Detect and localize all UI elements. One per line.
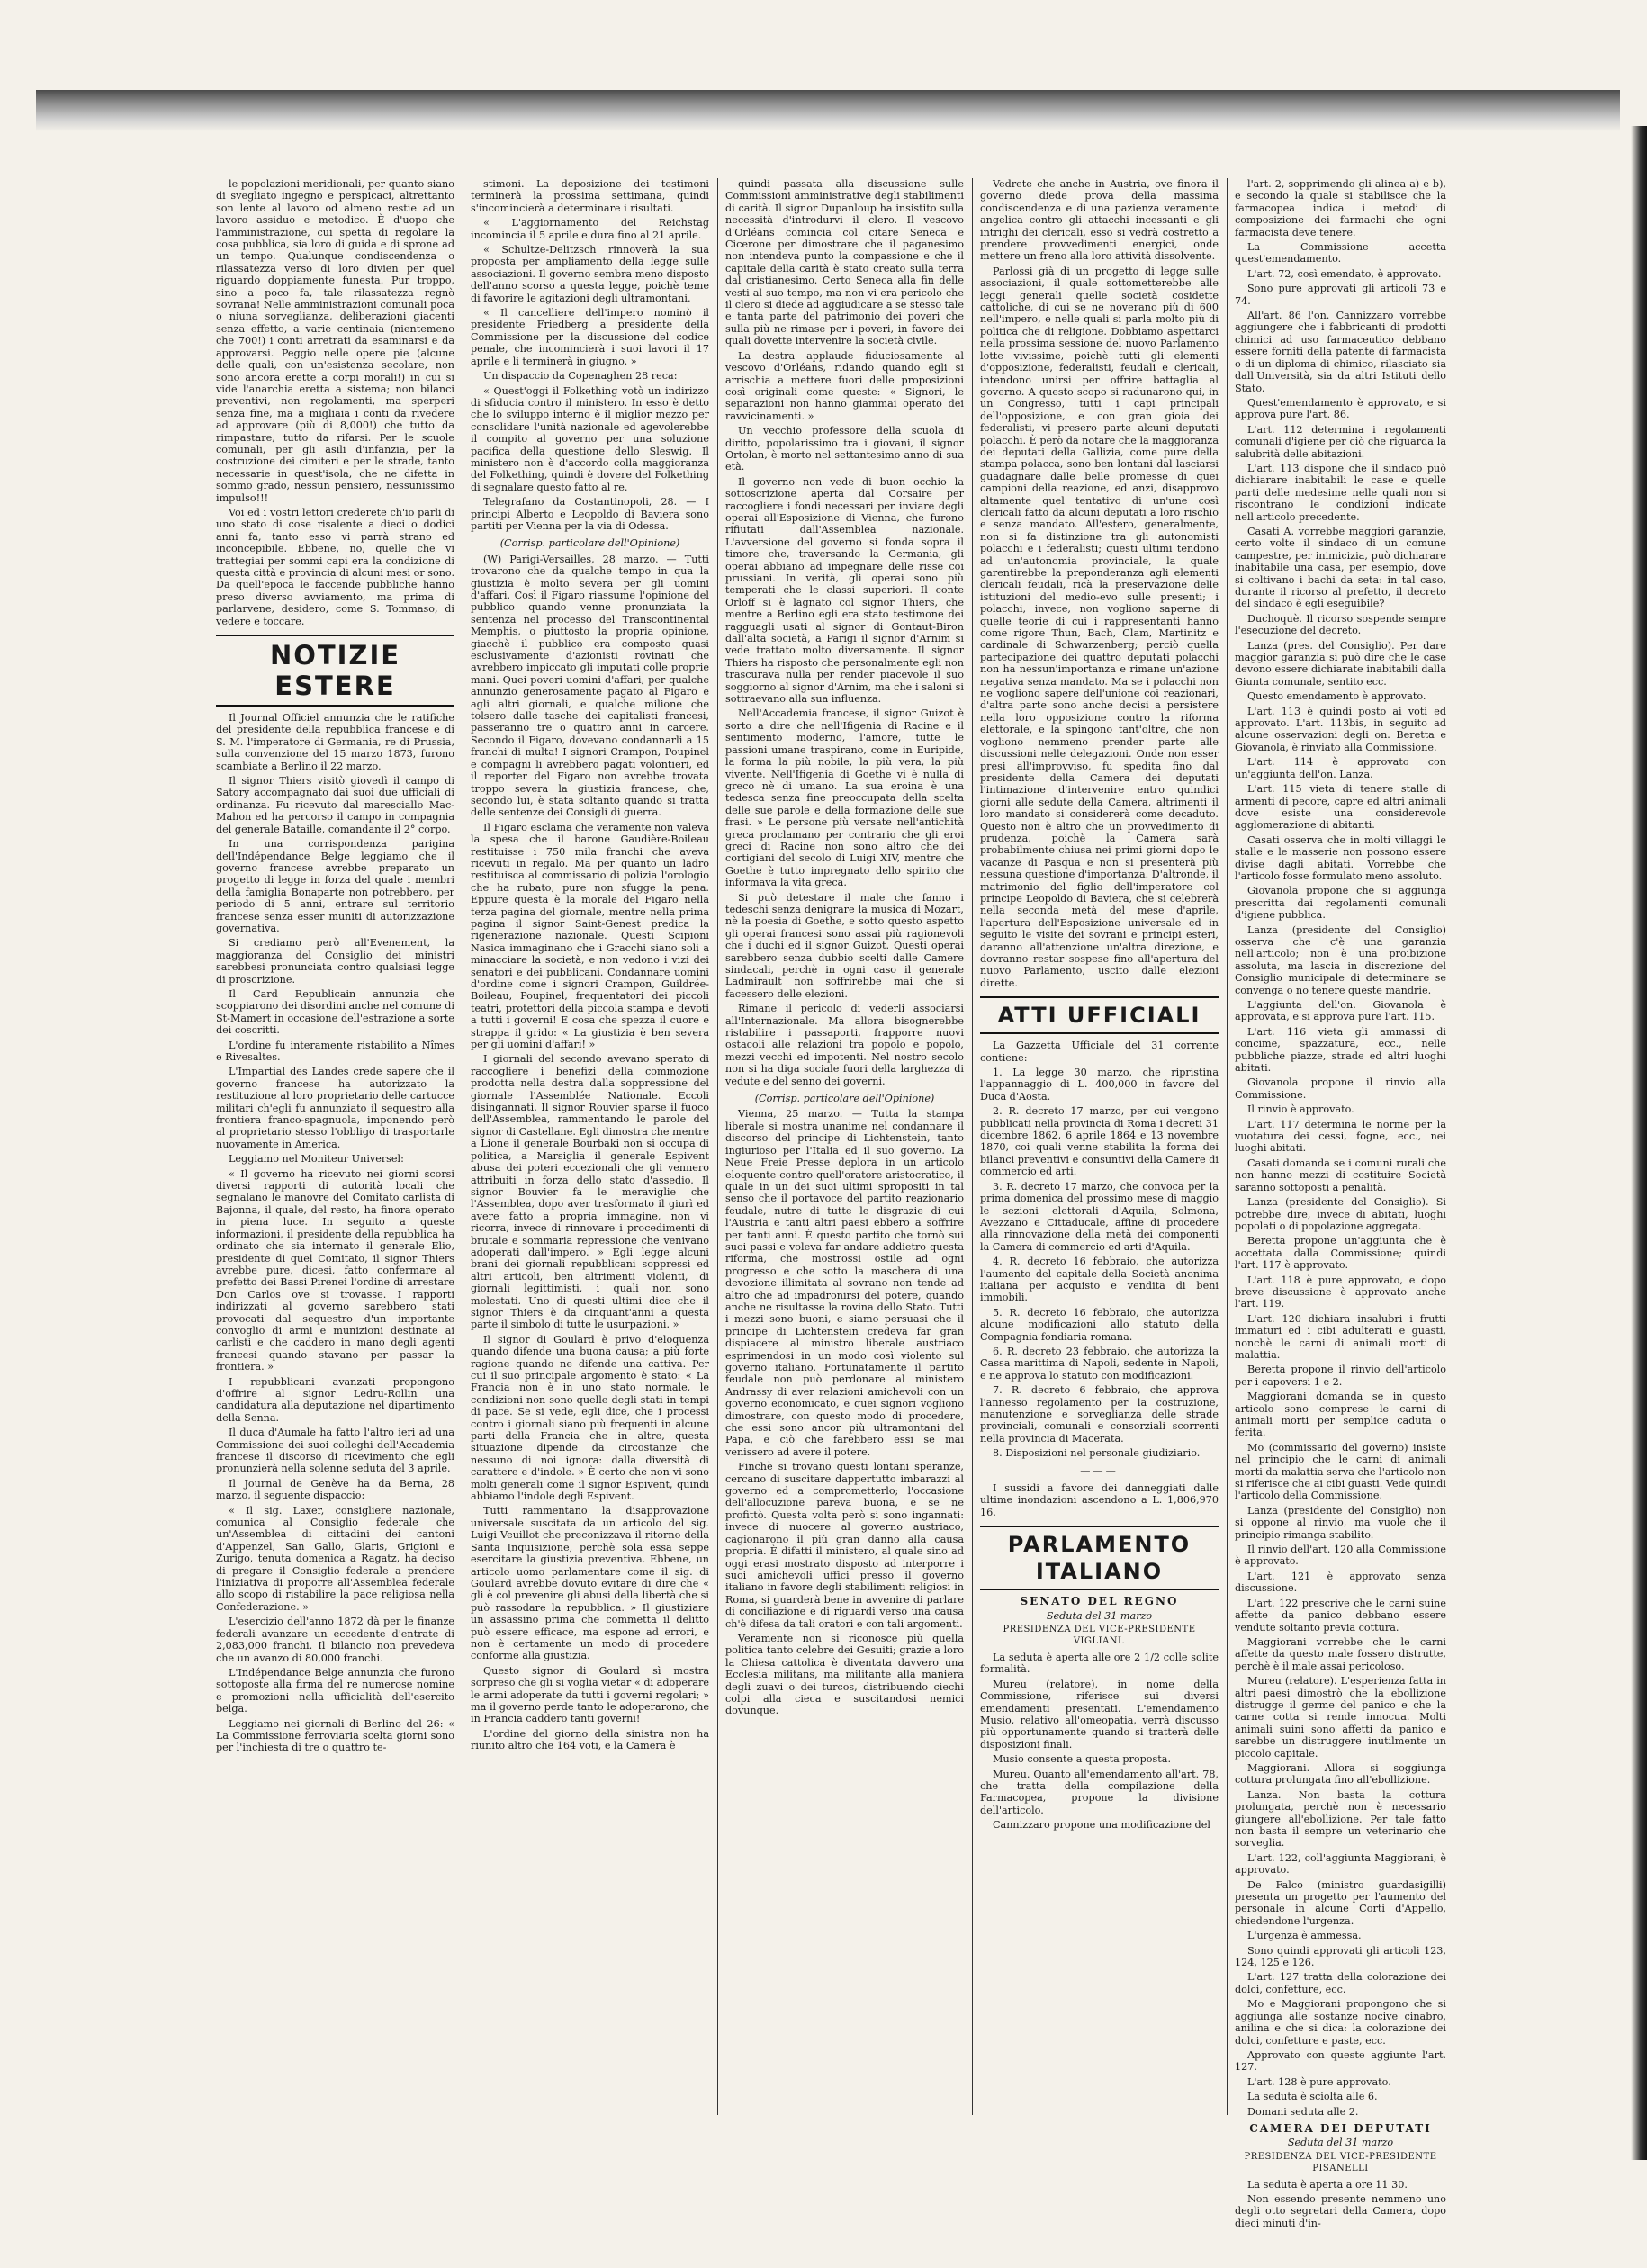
paragraph: La seduta è sciolta alle 6. <box>1247 2091 1378 2103</box>
paragraph: La Commissione accetta quest'emendamento. <box>1235 241 1446 266</box>
paragraph: 7. R. decreto 6 febbraio, che approva l'annesso regolamento per la costruzione, manutenzione e sorveglianza delle strade provinciali, comunali e consorziali scorrenti nella provincia di Macerata. <box>980 1384 1219 1444</box>
correspondent-line: (Corrisp. particolare dell'Opinione) <box>754 1093 935 1105</box>
paragraph: Il Card Republicain annunzia che scoppiarono dei disordini anche nel comune di St-Mamert in occasione dell'estrazione a sorte dei coscritti. <box>216 987 454 1037</box>
paragraph: L'art. 120 dichiara insalubri i frutti immaturi ed i cibi adulterati e guasti, nonchè le carni di animali morti di malattia. <box>1235 1312 1446 1361</box>
paragraph: Il Journal de Genève ha da Berna, 28 marzo, il seguente dispaccio: <box>216 1477 454 1502</box>
correspondent-line: (Corrisp. particolare dell'Opinione) <box>500 537 680 550</box>
presidency-line: PRESIDENZA DEL VICE-PRESIDENTE PISANELLI <box>1244 2151 1437 2174</box>
paragraph: Non essendo presente nemmeno uno degli otto segretari della Camera, dopo dieci minuti d'in- <box>1235 2192 1446 2229</box>
paragraph: Giovanola propone il rinvio alla Commissione. <box>1235 1076 1446 1101</box>
paragraph: Un vecchio professore della scuola di diritto, popolarissimo tra i giovani, il signor Ortolan, è morto nel settantesimo anno di sua età. <box>725 425 964 473</box>
paragraph: Tutti rammentano la disapprovazione universale suscitata da un articolo del sig. Luigi Veuillot che preconizzava il ritorno della Santa Inquisizione, perchè sola essa seppe esercitare la giustizia preventiva. Ebbene, un articolo uomo parlamentare come il sig. di Goulard avrebbe dovuto evitare di dire che « gli è col prevenire gli abusi della libertà che si può rassodare la repubblica. » Il giustiziare un assassino prima che commetta il delitto può essere efficace, ma espone ad errori, e non è certamente un modo di procedere conforme alla giustizia. <box>471 1505 709 1662</box>
paragraph: Il governo non vede di buon occhio la sottoscrizione aperta dal Corsaire per raccogliere i fondi necessari per inviare degli operai all'Esposizione di Vienna, che furono rifiutati dall'Assemblea nazionale. L'avversione del governo si fonda sopra il timore che, traversando la Germania, gli operai abbiano ad impegnare delle risse coi prussiani. In verità, gli operai sono più temperati che le classi superiori. Il conte Orloff si è lagnato col signor Thiers, che mentre a Berlino egli era stato testimone dei ragguagli usati al signor di Gontaut-Biron dall'alta società, a Parigi il signor d'Arnim si vede trattato molto diversamente. Il signor Thiers ha risposto che personalmente egli non trascurava nulla per render piacevole il suo soggiorno al signor d'Arnim, ma che i saloni si sottraevano alla sua influenza. <box>725 475 964 706</box>
separator: ——— <box>1080 1464 1119 1477</box>
paragraph: Un dispaccio da Copenaghen 28 reca: <box>483 370 678 382</box>
column-4 <box>980 178 1219 2115</box>
paragraph: Domani seduta alle 2. <box>1247 2105 1359 2118</box>
paragraph: Il duca d'Aumale ha fatto l'altro ieri ad una Commissione dei suoi colleghi dell'Accademia francese il discorso di ricevimento che egli pronunzierà nella solenne seduta del 3 aprile. <box>216 1426 454 1475</box>
section-title: PARLAMENTO ITALIANO <box>980 1526 1219 1590</box>
column-rule <box>1227 178 1228 2115</box>
paragraph: L'art. 72, così emendato, è approvato. <box>1247 267 1442 280</box>
paragraph: stimoni. La deposizione dei testimoni terminerà la prossima settimana, quindi s'incomincierà a determinare i risultati. <box>471 178 709 214</box>
paragraph: In una corrispondenza parigina dell'Indépendance Belge leggiamo che il governo francese avrebbe preparato un progetto di legge in forza del quale i membri della famiglia Bonaparte non potrebbero, per periodo di 5 anni, entrare sul territorio francese senza esser muniti di autorizzazione governativa. <box>216 838 454 934</box>
paragraph: L'urgenza è ammessa. <box>1247 1930 1362 1942</box>
paragraph: Leggiamo nei giornali di Berlino del 26: « La Commissione ferroviaria scelta giorni sono per l'inchiesta di tre o quattro te- <box>216 1717 454 1754</box>
section-title: NOTIZIE ESTERE <box>216 634 454 706</box>
paragraph: Mureu. Quanto all'emendamento all'art. 78, che tratta della compilazione della Farmacopea, propone la divisione dell'articolo. <box>980 1768 1219 1816</box>
paragraph: L'ordine fu interamente ristabilito a Nîmes e Rivesaltes. <box>216 1039 454 1063</box>
paragraph: La seduta è aperta a ore 11 30. <box>1247 2178 1408 2191</box>
paragraph: L'Impartial des Landes crede sapere che il governo francese ha autorizzato la restituzione al loro proprietario delle cartucce militari ch'egli fu annunziato il sequestro alla frontiera franco-spagnuola, imponendo però al proprietario stesso l'obbligo di trasportarle nuovamente in America. <box>216 1066 454 1150</box>
paragraph: Approvato con queste aggiunte l'art. 127. <box>1235 2048 1446 2074</box>
paragraph: Mureu (relatore). L'esperienza fatta in altri paesi dimostrò che la ebollizione distrugge il germe del panico e che la carne cotta si rende innocua. Molti animali suini sono affetti da panico e sarebbe un distruggere inutilmente un piccolo capitale. <box>1235 1675 1446 1760</box>
paragraph: Sono pure approvati gli articoli 73 e 74. <box>1235 283 1446 307</box>
paragraph: « Il cancelliere dell'impero nominò il presidente Friedberg a presidente della Commissione per la discussione del codice penale, che incomincierà i suoi lavori il 17 aprile e li terminerà in giugno. » <box>471 307 709 367</box>
paragraph: Il signor di Goulard è privo d'eloquenza quando difende una buona causa; a più forte ragione quando ne difende una cattiva. Per cui il suo principale argomento è stato: « La Francia non è in uno stato normale, le condizioni non sono quelle degli stati in tempi di pace. Se si vede, egli dice, che i processi contro i giornali siano più frequenti in alcune parti della Francia che in altre, questa situazione dipende da circostanze che nessuno di noi ignora: dalla diversità di carattere e d'indole. » È certo che non vi sono molti generali come il signor Espivent, quindi abbiamo l'indole degli Espivent. <box>471 1333 709 1503</box>
paragraph: Maggiorani. Allora si soggiunga cottura prolungata fino all'ebollizione. <box>1235 1761 1446 1786</box>
paragraph: 5. R. decreto 16 febbraio, che autorizza alcune modificazioni allo statuto della Compagnia fondiaria romana. <box>980 1306 1219 1343</box>
paragraph: Leggiamo nel Moniteur Universel: <box>229 1153 404 1166</box>
paragraph: « Il sig. Laxer, consigliere nazionale, comunica al Consiglio federale che un'Assemblea di cittadini dei cantoni d'Appenzel, San Gallo, Glaris, Grigioni e Zurigo, tenuta domenica a Ragatz, ha deciso di pregare il Consiglio federale a prendere l'iniziativa di proporre all'Assemblea federale allo scopo di ristabilire la pace religiosa nella Confederazione. » <box>216 1504 454 1613</box>
paragraph: Vedrete che anche in Austria, ove finora il governo diede prova della massima condiscendenza e di una pazienza veramente angelica contro gli attacchi incessanti e gli intrighi dei clericali, esso si vedrà costretto a prendere provvedimenti energici, onde mettere un freno alla loro attività dissolvente. <box>980 178 1219 263</box>
paragraph: L'art. 122, coll'aggiunta Maggiorani, è approvato. <box>1235 1851 1446 1876</box>
column-3 <box>725 178 964 2115</box>
newspaper-page <box>216 178 1446 2229</box>
paragraph: Casati A. vorrebbe maggiori garanzie, certo volte il sindaco di un comune campestre, per inimicizia, può dichiarare inabitabile una casa, per esempio, dove si coltivano i bachi da seta: in tal caso, durante il ricorso al prefetto, il decreto del sindaco è egli eseguibile? <box>1235 525 1446 610</box>
chamber-heading: SENATO DEL REGNO <box>1020 1595 1179 1608</box>
paragraph: 1. La legge 30 marzo, che ripristina l'appannaggio di L. 400,000 in favore del Duca d'Aosta. <box>980 1066 1219 1102</box>
paragraph: 8. Disposizioni nel personale giudiziario. <box>993 1447 1201 1460</box>
paragraph: Mo e Maggiorani propongono che si aggiunga alle sostanze nocive cinabro, anilina e che si dica: la colorazione dei dolci, confetture e paste, ecc. <box>1235 1998 1446 2047</box>
paragraph: « Quest'oggi il Folkething votò un indirizzo di sfiducia contro il ministero. In esso è detto che lo sviluppo interno è il miglior mezzo per consolidare l'unità nazionale ed agevolerebbe il compito al governo per una soluzione pacifica della questione dello Sleswig. Il ministero non è d'accordo colla maggioranza del Folkething, quindi è dovere del Folkething di segnalare questo fatto al re. <box>471 384 709 493</box>
column-5 <box>1235 178 1446 2229</box>
paragraph: « L'aggiornamento del Reichstag incomincia il 5 aprile e dura fino al 21 aprile. <box>471 217 709 241</box>
paragraph: Veramente non si riconosce più quella politica tanto celebre dei Gesuiti; grazie a loro la Chiesa cattolica è diventata davvero una Ecclesia militans, ma militante alla maniera degli zuavi o dei turcos, distribuendo ciechi colpi alla cieca e suscitandosi nemici dovunque. <box>725 1632 964 1717</box>
session-date: Seduta del 31 marzo <box>1287 2137 1394 2149</box>
paragraph: Voi ed i vostri lettori crederete ch'io parli di uno stato di cose risalente a dieci o dodici anni fa, tanto esso vi parrà strano ed inconcepibile. Ebbene, no, quelle che vi trattegiai per sommi capi era la condizione di questa città e provincia di alcuni mesi or sono. Da quell'epoca le faccende pubbliche hanno preso diverso avviamento, ma prima di parlarvene, desidero, come S. Tommaso, di vedere e toccare. <box>216 506 454 627</box>
chamber-heading: CAMERA DEI DEPUTATI <box>1249 2121 1432 2135</box>
paragraph: l'art. 2, sopprimendo gli alinea a) e b), e secondo la quale si stabilisce che la farmacopea indica i metodi di composizione dei farmachi che ogni farmacista deve tenere. <box>1235 178 1446 238</box>
paragraph: Sono quindi approvati gli articoli 123, 124, 125 e 126. <box>1235 1944 1446 1969</box>
paragraph: La destra applaude fiduciosamente al vescovo d'Orléans, ridando quando egli si arrischia a mettere fuori delle proposizioni così originali come queste: « Signori, le separazioni non hanno giammai operato dei ravvicinamenti. » <box>725 349 964 422</box>
paragraph: Il rinvio dell'art. 120 alla Commissione è approvato. <box>1235 1544 1446 1568</box>
paragraph: I repubblicani avanzati propongono d'offrire al signor Ledru-Rollin una candidatura alla deputazione nel dipartimento della Senna. <box>216 1375 454 1424</box>
paragraph: L'art. 113 dispone che il sindaco può dichiarare inabitabili le case e quelle parti delle medesime nelle quali non si riscontrano le condizioni indicate nell'articolo precedente. <box>1235 462 1446 523</box>
paragraph: le popolazioni meridionali, per quanto siano di svegliato ingegno e perspicaci, altrettanto son lente al lavoro od almeno restie ad un lavoro assiduo e metodico. È d'uopo che l'amministrazione, cui spetta di regolare la cosa pubblica, sia loro di guida e di sprone ad un tempo. Qualunque condiscendenza o rilassatezza verso di loro divien per quel riguardo doppiamente funesta. Pur troppo, sino a poco fa, tale rilassatezza regnò sovrana! Nelle amministrazioni comunali poca o niuna sorveglianza, deliberazioni giacenti senza effetto, a varie centinaia (nientemeno che 700!) i conti arretrati da esaminarsi e da approvarsi. Peggio nelle opere pie (alcune delle quali, con un'esistenza secolare, non sono ancora erette a corpi morali!) in cui si vide l'anarchia eretta a sistema; non bilanci preventivi, non regolamenti, ma sperperi senza fine, ma a migliaia i conti da rivedere ad approvare (più di 8,000!) che tutto da rimpastare, tutto da rifarsi. Per le scuole comunali, per gli asili d'infanzia, per la costruzione dei cimiteri e per le strade, tanto necessarie in quest'isola, che ne difetta in sommo grado, nessun pensiero, nessunissimo impulso!!! <box>216 178 454 504</box>
paragraph: Telegrafano da Costantinopoli, 28. — I principi Alberto e Leopoldo di Baviera sono partiti per Vienna per la via di Odessa. <box>471 496 709 532</box>
paragraph: Lanza (presidente del Consiglio) non si oppone al rinvio, ma vuole che il principio rimanga stabilito. <box>1235 1504 1446 1541</box>
paragraph: La Gazzetta Ufficiale del 31 corrente contiene: <box>980 1040 1219 1064</box>
paragraph: Duchoquè. Il ricorso sospende sempre l'esecuzione del decreto. <box>1235 612 1446 637</box>
paragraph: Il rinvio è approvato. <box>1247 1103 1354 1116</box>
paragraph: L'art. 112 determina i regolamenti comunali d'igiene per ciò che riguarda la salubrità delle abitazioni. <box>1235 423 1446 460</box>
paragraph: L'art. 127 tratta della colorazione dei dolci, confetture, ecc. <box>1235 1971 1446 1995</box>
paragraph: Maggiorani vorrebbe che le carni affette da questo male fossero distrutte, perchè è il male assai pericoloso. <box>1235 1635 1446 1672</box>
paragraph: L'esercizio dell'anno 1872 dà per le finanze federali avanzare un eccedente d'entrate di 2,083,000 franchi. Il bilancio non prevedeva che un avanzo di 80,000 franchi. <box>216 1616 454 1664</box>
paragraph: L'art. 117 determina le norme per la vuotatura dei cessi, fogne, ecc., nei luoghi abitati. <box>1235 1118 1446 1155</box>
paragraph: 4. R. decreto 16 febbraio, che autorizza l'aumento del capitale della Società anonima italiana per acquisto e vendita di beni immobili. <box>980 1256 1219 1304</box>
paragraph: Il Figaro esclama che veramente non valeva la spesa che il barone Gaudière-Boileau restituisse i 750 mila franchi che aveva ricevuti in regalo. Ma per quanto un ladro restituisca al commissario di polizia l'orologio che ha rubato, pure non sfugge la pena. Eppure questa è la morale del Figaro nella terza pagina del giornale, mentre nella prima pagina il signor Saint-Genest predica la rigenerazione nazionale. Questi Scipioni Nasica immaginano che i Gracchi siano soli a minacciare la società, e non vedono i vizi dei senatori e dei pubblicani. Condannare uomini d'ordine come i signori Crampon, Guildrée-Boileau, Poupinel, frequentatori dei piccoli teatri, protettori della piccola stampa e devoti a tutti i governi! E cosa che spezza il cuore e strappa il grido: « La giustizia è ben severa per gli uomini d'affari! » <box>471 821 709 1051</box>
paragraph: La seduta è aperta alle ore 2 1/2 colle solite formalità. <box>980 1651 1219 1676</box>
paragraph: (W) Parigi-Versailles, 28 marzo. — Tutti trovarono che da qualche tempo in qua la giustizia è molto severa per gli uomini d'affari. Così il Figaro riassume l'opinione del pubblico quando venne pronunziata la sentenza nel processo del Transcontinental Memphis, o piuttosto la propria opinione, giacchè il pubblico era composto quasi esclusivamente d'azionisti rovinati che avrebbero impiccato gli imputati colle proprie mani. Quei poveri uomini d'affari, per qualche annunzio generosamente pagato al Figaro e agli altri giornali, e qualche milione che tolsero dalle tasche dei capitalisti francesi, passeranno tre o quattro anni in carcere. Secondo il Figaro, dovevano condannarli a 15 franchi di multa! I signori Crampon, Poupinel e compagni li avrebbero pagati volontieri, ed il reporter del Figaro non avrebbe trovata troppo severa la giustizia francese, che, secondo lui, è stata soltanto quando si tratta delle sentenze dei Consigli di guerra. <box>471 553 709 819</box>
paragraph: Maggiorani domanda se in questo articolo sono comprese le carni di animali morti per semplice caduta o ferita. <box>1235 1390 1446 1439</box>
column-rule <box>717 178 718 2115</box>
scan-top-edge <box>36 90 1620 131</box>
paragraph: Finchè si trovano questi lontani speranze, cercano di suscitare dappertutto imbarazzi al governo ed a comprometterlo; l'occasione dell'allocuzione pareva buona, e se ne profittò. Questa volta però si sono ingannati: invece di nuocere al governo austriaco, cagionarono il più gran danno alla causa propria. È difatti il ministero, al quale sino ad oggi erasi mostrato disposto ad interporre i suoi amichevoli uffici presso il governo italiano in favore degli stabilimenti religiosi in Roma, si guarderà bene in avvenire di parlare di conciliazione e di riguardi verso una causa ch'è difesa da tali oratori e con tali argomenti. <box>725 1461 964 1630</box>
paragraph: L'Indépendance Belge annunzia che furono sottoposte alla firma del re numerose nomine e promozioni nella ufficialità dell'esercito belga. <box>216 1666 454 1715</box>
paragraph: L'art. 114 è approvato con un'aggiunta dell'on. Lanza. <box>1235 756 1446 780</box>
paragraph: « Schultze-Delitzsch rinnoverà la sua proposta per ampliamento della legge sulle associazioni. Il governo sembra meno disposto dell'anno scorso a questa legge, poichè teme di favorire le agitazioni degli ultramontani. <box>471 244 709 304</box>
paragraph: Giovanola propone che si aggiunga prescritta dai regolamenti comunali d'igiene pubblica. <box>1235 885 1446 922</box>
column-rule <box>972 178 973 2115</box>
paragraph: 3. R. decreto 17 marzo, che convoca per la prima domenica del prossimo mese di maggio le sezioni elettorali d'Aquila, Solmona, Avezzano e Cittaducale, affine di procedere alla rinnovazione della metà dei componenti la Camera di commercio ed arti d'Aquila. <box>980 1180 1219 1253</box>
paragraph: Si può detestare il male che fanno i tedeschi senza denigrare la musica di Mozart, nè la poesia di Goethe, e sotto questo aspetto gli operai francesi sono assai più ragionevoli che i duchi ed il signor Guizot. Questi operai sarebbero senza dubbio scelti dalle Camere sindacali, perchè in ogni caso il generale Ladmirault non soffrirebbe mai che si facessero delle elezioni. <box>725 891 964 1000</box>
paragraph: Lanza (presidente del Consiglio) osserva che c'è una garanzia nell'articolo; non è una proibizione assoluta, ma lascia in discrezione del Consiglio municipale di determinare se convenga o no tenere queste mandrie. <box>1235 923 1446 996</box>
paragraph: Quest'emendamento è approvato, e si approva pure l'art. 86. <box>1235 396 1446 421</box>
paragraph: L'art. 128 è pure approvato. <box>1247 2075 1391 2088</box>
paragraph: Questo emendamento è approvato. <box>1247 690 1426 703</box>
paragraph: L'art. 121 è approvato senza discussione. <box>1235 1570 1446 1595</box>
paragraph: 6. R. decreto 23 febbraio, che autorizza la Cassa marittima di Napoli, sedente in Napoli, e ne approva lo statuto con modificazioni. <box>980 1345 1219 1382</box>
paragraph: Rimane il pericolo di vederli associarsi all'Internazionale. Ma allora bisognerebbe ristabilire i passaporti, frapporre nuovi ostacoli alle relazioni tra popolo e popolo, mezzi vecchi ed impotenti. Nel nostro secolo non si ha diga sociale fuori della larghezza di vedute e del senno dei governi. <box>725 1003 964 1087</box>
paragraph: Si crediamo però all'Evenement, la maggioranza del Consiglio dei ministri sarebbesi pronunciata contro qualsiasi legge di proscrizione. <box>216 937 454 986</box>
paragraph: Musio consente a questa proposta. <box>993 1753 1171 1766</box>
paragraph: Casati osserva che in molti villaggi le stalle e le masserie non possono essere divise dagli abitati. Vorrebbe che l'articolo fosse formulato meno assoluto. <box>1235 833 1446 882</box>
paragraph: Lanza (pres. del Consiglio). Per dare maggior garanzia si può dire che le case devono essere dichiarate inabitabili dalla Giunta comunale, sentito ecc. <box>1235 639 1446 688</box>
paragraph: Vienna, 25 marzo. — Tutta la stampa liberale si mostra unanime nel condannare il discorso del principe di Lichtenstein, tanto ingiurioso per l'Italia ed il suo governo. La Neue Freie Presse deplora in un articolo eloquente contro quell'oratore aristocratico, il quale in un dei suoi ultimi spropositi in tal senso che il portavoce del partito reazionario feudale, nutre di tutte le disgrazie di cui l'Austria e tanti altri paesi ebbero a soffrire per tanti anni. È questo partito che tornò sui suoi passi e voleva far andare addietro questa riforma, che mostrossi ostile ad ogni progresso e che sotto la maschera di una devozione illimitata al sovrano non tende ad altro che ad impadronirsi del potere, quando anche ne risultasse la rovina dello Stato. Tutti i mezzi sono buoni, e siamo persuasi che il principe di Lichtenstein credeva far gran dispiacere al ministro liberale austriaco esprimendosi in un modo così violento sul governo italiano. Fortunatamente il partito feudale non può perdonare al ministero Andrassy di aver relazioni amichevoli con un governo economicato, e quei signori vogliono dimostrare, con questo modo di procedere, che essi sono ancor più ultramontani del Papa, e ciò che farebbero essi se mai venissero ad avere il potere. <box>725 1108 964 1458</box>
presidency-line: PRESIDENZA DEL VICE-PRESIDENTE VIGLIANI. <box>1003 1624 1196 1647</box>
paragraph: Nell'Accademia francese, il signor Guizot è sorto a dire che nell'Ifigenia di Racine e il sentimento moderno, l'amore, tutte le passioni umane traspirano, come in Euripide, la forma la più nobile, la più vera, la più vivente. Nell'Ifigenia di Goethe vi è nulla di greco nè di umano. La sua eroina è una tedesca senza fine preoccupata della scelta delle sue parole e della formazione delle sue frasi. » Le persone più versate nell'antichità greca proclamano per contrario che gli eroi greci di Racine non sono altro che dei cortigiani del secolo di Luigi XIV, mentre che Goethe è tutto impregnato dello spirito che informava la vita greca. <box>725 707 964 889</box>
paragraph: Beretta propone un'aggiunta che è accettata dalla Commissione; quindi l'art. 117 è approvato. <box>1235 1235 1446 1272</box>
paragraph: All'art. 86 l'on. Cannizzaro vorrebbe aggiungere che i fabbricanti di prodotti chimici ad uso farmaceutico debbano essere forniti della patente di farmacista o di un diploma di chimico, rilasciato sia dall'Università, sia da altri Istituti dello Stato. <box>1235 310 1446 394</box>
paragraph: L'art. 116 vieta gli ammassi di concime, spazzatura, ecc., nelle pubbliche piazze, strade ed altri luoghi abitati. <box>1235 1025 1446 1075</box>
paragraph: Questo signor di Goulard sì mostra sorpreso che gli si voglia vietar « di adoperare le armi adoperate da tutti i governi regolari; » ma il governo perde tanto le adoperarono, che in Francia caddero tanti governi! <box>471 1664 709 1725</box>
paragraph: 2. R. decreto 17 marzo, per cui vengono pubblicati nella provincia di Roma i decreti 31 dicembre 1862, 6 aprile 1864 e 13 novembre 1870, coi quali venne stabilita la forma dei bilanci preventivi e consuntivi della Camere di commercio ed arti. <box>980 1105 1219 1178</box>
paragraph: I sussidi a favore dei danneggiati dalle ultime inondazioni ascendono a L. 1,806,970 16. <box>980 1482 1219 1518</box>
paragraph: L'art. 122 prescrive che le carni suine affette da panico debbano essere vendute soltanto previa cottura. <box>1235 1597 1446 1634</box>
paragraph: Mureu (relatore), in nome della Commissione, riferisce sui diversi emendamenti presentati. L'emendamento Musio, relativo all'omeopatia, verrà discusso più opportunamente quando si tratterà delle disposizioni finali. <box>980 1678 1219 1750</box>
column-1 <box>216 178 454 2115</box>
column-2 <box>471 178 709 2115</box>
paragraph: Cannizzaro propone una modificazione del <box>993 1819 1210 1832</box>
paragraph: Mo (commissario del governo) insiste nel principio che le carni di animali morti da malattia serva che l'articolo non si riferisce che ai cibi guasti. Vede quindi l'articolo della Commissione. <box>1235 1441 1446 1502</box>
paragraph: I giornali del secondo avevano sperato di raccogliere i benefizi della commozione prodotta nella destra dalla soppressione del giornale l'Assemblée Nationale. Eccoli disingannati. Il signor Rouvier sparse il fuoco dell'Assemblea, rammentando le parole del signor di Castellane. Egli dimostra che mentre a Lione il generale Bourbaki non si occupa di politica, a Marsiglia il generale Espivent abusa dei poteri eccezionali che gli vennero attribuiti in forza dello stato d'assedio. Il signor Bouvier fa le meraviglie che l'Assemblea, dopo aver trasformato il giurì ed avere fatto a propria immagine, non vi ricorra, invece di rinnovare i procedimenti di brutale e sommaria repressione che venivano adoperati dall'impero. » Egli legge alcuni brani dei giornali repubblicani soppressi ed altri articoli, ben altrimenti violenti, di giornali legittimisti, i quali non sono molestati. Uno di questi ultimi dice che il signor Thiers è da cinquant'anni a questa parte il simbolo di tutte le usurpazioni. » <box>471 1053 709 1331</box>
paragraph: Il signor Thiers visitò giovedì il campo di Satory accompagnato dai suoi due ufficiali di ordinanza. Fu ricevuto dal maresciallo Mac-Mahon ed ha percorso il campo in compagnia del generale Bataille, comandante il 2° corpo. <box>216 775 454 835</box>
paragraph: « Il governo ha ricevuto nei giorni scorsi diversi rapporti di autorità locali che segnalano le manovre del Comitato carlista di Bajonna, il quale, del resto, ha finora operato in piena luce. In seguito a queste informazioni, il presidente della repubblica ha ordinato che sia internato il generale Elio, presidente di quel Comitato, il signor Thiers avrebbe pure, dicesi, fatto confermare al prefetto dei Bassi Pirenei l'ordine di arrestare Don Carlos ove si trovasse. I rapporti indirizzati al governo sarebbero stati provocati dal sequestro d'un importante convoglio di armi e munizioni destinate ai carlisti e che caddero in mano degli agenti francesi quando stavano per passar la frontiera. » <box>216 1167 454 1373</box>
paragraph: quindi passata alla discussione sulle Commissioni amministrative degli stabilimenti di carità. Il signor Dupanloup ha insistito sulla necessità d'introdurvi il clero. Il vescovo d'Orléans comincia col citare Seneca e Cicerone per dimostrare che il paganesimo non intendeva punto la compassione e che il capitale della carità è stato creato sulla terra dal cristianesimo. Certo Seneca alla fin delle vesti al suo tempo, ma non vi era pericolo che il clero si diede ad aggiudicare a se stesso tale e tanta parte del patrimonio dei poveri che sulla più ne rimase per i poveri, in favore dei quali dovette intervenire la società civile. <box>725 178 964 347</box>
scan-right-edge <box>1631 126 1647 2160</box>
paragraph: Lanza. Non basta la cottura prolungata, perchè non è necessario giungere all'ebollizione. Per tale fatto non basta il sempre un veterinario che sorveglia. <box>1235 1788 1446 1850</box>
paragraph: L'aggiunta dell'on. Giovanola è approvata, e si approva pure l'art. 115. <box>1235 999 1446 1023</box>
paragraph: Parlossi già di un progetto di legge sulle associazioni, il quale sottometterebbe alle leggi generali quelle società cosidette cattoliche, di cui se ne noverano più di 600 nell'impero, e nelle quali si parla molto più di politica che di religione. Dobbiamo aspettarci nella prossima sessione del nuovo Parlamento lotte vivissime, poichè tutti gli elementi d'opposizione, federalisti, feudali e clericali, intendono unirsi per offrire battaglia al governo. A questo scopo si radunarono qui, in un Congresso, tutti i capi principali dell'opposizione, e con gran gioia dei federalisti, vi presero parte alcuni deputati polacchi. È però da notare che la maggioranza dei deputati della Gallizia, come pure della stampa polacca, sono ben lontani dal lasciarsi guadagnare dalle belle promesse di quei campioni della reazione, ed anzi, disapprovo altamente quel tentativo di un'une così clericali fatto da alcuni deputati a loro rischio e senza mandato. All'estero, generalmente, non si fa distinzione tra gli autonomisti polacchi e i federalisti; questi ultimi tendono ad un'autonomia provinciale, la quale garentirebbe la preponderanza agli elementi clericali feudali, ricà la preservazione delle istituzioni del medio-evo sulle presenti; i polacchi, invece, non vogliono saperne di quelle teorie di cui i rappresentanti hanno come rigore Thun, Bach, Clam, Martinitz e cardinale di Schwarzenberg; perciò quella partecipazione dei quattro deputati polacchi non ha nessun'importanza e rimane un'azione negativa senza mandato. Ma se i polacchi non ne vogliono sapere dell'unione coi reazionari, d'altra parte sono anche decisi a persistere nella loro opposizione contro la riforma elettorale, e la spingono tant'oltre, che non vogliono nemmeno prender parte alle discussioni nelle delegazioni. Onde non esser presi all'improvviso, fu spedita fino dal presidente della Camera dei deputati l'intimazione d'intervenire entro quindici giorni alle sedute della Camera, altrimenti il loro mandato si considererà come decaduto. Questo non è altro che un provvedimento di prudenza, poichè la Camera sarà probabilmente chiusa nei primi giorni dopo le vacanze di Pasqua e non si presenterà più nessuna questione d'importanza. D'altronde, il matrimonio del figlio dell'imperatore col principe Leopoldo di Baviera, che si celebrerà nella seconda metà del mese d'aprile, l'apertura dell'Esposizione universale ed in seguito le visite dei sovrani e principi esteri, daranno all'attenzione un'altra direzione, e dovranno restar sospese fino all'apertura del nuovo Parlamento, uscito dalle elezioni dirette. <box>980 265 1219 989</box>
paragraph: L'art. 113 è quindi posto ai voti ed approvato. L'art. 113bis, in seguito ad alcune osservazioni degli on. Beretta e Giovanola, è rinviato alla Commissione. <box>1235 705 1446 753</box>
column-rule <box>463 178 464 2115</box>
paragraph: L'art. 115 vieta di tenere stalle di armenti di pecore, capre ed altri animali dove esiste una considerevole agglomerazione di abitanti. <box>1235 783 1446 832</box>
paragraph: Il Journal Officiel annunzia che le ratifiche del presidente della repubblica francese e di S. M. l'imperatore di Germania, re di Prussia, sulla convenzione del 15 marzo 1873, furono scambiate a Berlino il 22 marzo. <box>216 712 454 772</box>
paragraph: De Falco (ministro guardasigilli) presenta un progetto per l'aumento del personale in alcune Corti d'Appello, chiedendone l'urgenza. <box>1235 1878 1446 1927</box>
paragraph: Beretta propone il rinvio dell'articolo per i capoversi 1 e 2. <box>1235 1364 1446 1388</box>
session-date: Seduta del 31 marzo <box>1046 1609 1153 1622</box>
section-title: ATTI UFFICIALI <box>980 996 1219 1034</box>
paragraph: L'ordine del giorno della sinistra non ha riunito altro che 164 voti, e la Camera è <box>471 1727 709 1752</box>
paragraph: Lanza (presidente del Consiglio). Si potrebbe dire, invece di abitati, luoghi popolati o di popolazione aggregata. <box>1235 1196 1446 1232</box>
paragraph: L'art. 118 è pure approvato, e dopo breve discussione è approvato anche l'art. 119. <box>1235 1274 1446 1310</box>
paragraph: Casati domanda se i comuni rurali che non hanno mezzi di costituire Società saranno sottoposti a penalità. <box>1235 1156 1446 1193</box>
